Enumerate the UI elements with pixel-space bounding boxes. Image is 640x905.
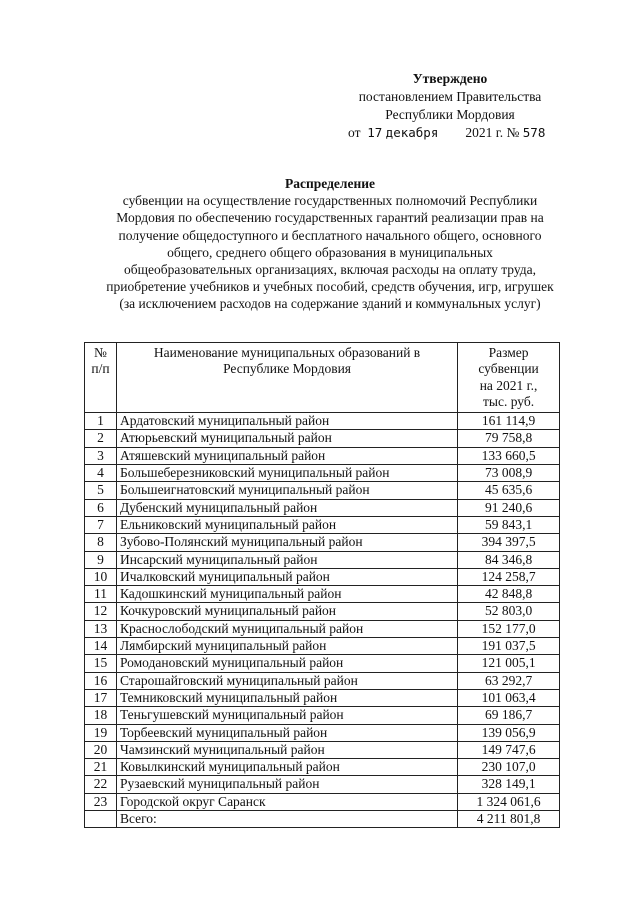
table-header-row <box>85 343 560 413</box>
header-name-line-1: Наименование муниципальных образований в <box>153 345 421 360</box>
approval-stamp <box>300 70 600 142</box>
approval-heading: Утверждено <box>412 71 488 86</box>
row-number: 19 <box>85 724 117 741</box>
table-row <box>85 793 560 810</box>
table-row <box>85 413 560 430</box>
date-prefix: от <box>348 125 361 140</box>
row-value: 124 258,7 <box>458 568 560 585</box>
row-number: 7 <box>85 516 117 533</box>
row-value: 101 063,4 <box>458 689 560 706</box>
decree-number: 578 <box>522 125 546 140</box>
header-value-line-4: тыс. руб. <box>483 393 535 409</box>
row-name: Атюрьевский муниципальный район <box>116 430 457 447</box>
row-number: 21 <box>85 759 117 776</box>
header-name <box>116 343 457 413</box>
row-number: 17 <box>85 689 117 706</box>
table-row <box>85 603 560 620</box>
table-row <box>85 707 560 724</box>
subvention-table <box>84 342 560 828</box>
table-row <box>85 776 560 793</box>
row-name: Лямбирский муниципальный район <box>116 638 457 655</box>
row-name: Кочкуровский муниципальный район <box>116 603 457 620</box>
approval-line-2: Республики Мордовия <box>385 107 515 122</box>
row-value: 79 758,8 <box>458 430 560 447</box>
table-row <box>85 465 560 482</box>
row-number: 9 <box>85 551 117 568</box>
row-value: 1 324 061,6 <box>458 793 560 810</box>
row-number: 3 <box>85 447 117 464</box>
row-value: 133 660,5 <box>458 447 560 464</box>
document-subtitle <box>80 192 580 312</box>
row-name: Темниковский муниципальный район <box>116 689 457 706</box>
row-value: 152 177,0 <box>458 620 560 637</box>
table-row <box>85 689 560 706</box>
row-number: 14 <box>85 638 117 655</box>
row-name: Большеигнатовский муниципальный район <box>116 482 457 499</box>
row-number: 15 <box>85 655 117 672</box>
row-name: Ардатовский муниципальный район <box>116 413 457 430</box>
row-name: Дубенский муниципальный район <box>116 499 457 516</box>
header-value <box>458 343 560 413</box>
row-number: 5 <box>85 482 117 499</box>
row-number: 23 <box>85 793 117 810</box>
row-value: 161 114,9 <box>458 413 560 430</box>
table-row <box>85 655 560 672</box>
row-name: Ромодановский муниципальный район <box>116 655 457 672</box>
table-row <box>85 482 560 499</box>
table-row <box>85 551 560 568</box>
row-value: 59 843,1 <box>458 516 560 533</box>
header-number <box>85 343 117 413</box>
row-number: 6 <box>85 499 117 516</box>
date-day: 17 <box>367 125 383 140</box>
row-number: 18 <box>85 707 117 724</box>
row-value: 69 186,7 <box>458 707 560 724</box>
row-number: 1 <box>85 413 117 430</box>
table-row <box>85 586 560 603</box>
row-value: 52 803,0 <box>458 603 560 620</box>
row-name: Теньгушевский муниципальный район <box>116 707 457 724</box>
row-value: 149 747,6 <box>458 741 560 758</box>
table-row <box>85 499 560 516</box>
approval-date-line <box>348 124 600 142</box>
row-name: Краснослободский муниципальный район <box>116 620 457 637</box>
approval-line-1: постановлением Правительства <box>358 89 542 104</box>
row-value: 230 107,0 <box>458 759 560 776</box>
header-number-sign: № <box>94 345 107 360</box>
table-row <box>85 638 560 655</box>
row-value: 394 397,5 <box>458 534 560 551</box>
row-name: Инсарский муниципальный район <box>116 551 457 568</box>
table-row <box>85 568 560 585</box>
subtitle-line: субвенции на осуществление государственных полномочий Республики <box>122 193 538 209</box>
row-value: 328 149,1 <box>458 776 560 793</box>
row-name: Чамзинский муниципальный район <box>116 741 457 758</box>
row-name: Городской округ Саранск <box>116 793 457 810</box>
header-number-abbr: п/п <box>91 361 110 377</box>
row-name: Ельниковский муниципальный район <box>116 516 457 533</box>
row-name: Кадошкинский муниципальный район <box>116 586 457 603</box>
row-value: 139 056,9 <box>458 724 560 741</box>
header-name-line-2: Республике Мордовия <box>223 361 352 377</box>
row-name: Рузаевский муниципальный район <box>116 776 457 793</box>
row-number: 11 <box>85 586 117 603</box>
table-row <box>85 759 560 776</box>
date-month: декабря <box>385 125 439 140</box>
row-name: Ковылкинский муниципальный район <box>116 759 457 776</box>
subtitle-line: общеобразовательных организациях, включая расходы на оплату труда, <box>123 262 536 278</box>
row-name: Старошайговский муниципальный район <box>116 672 457 689</box>
row-name: Торбеевский муниципальный район <box>116 724 457 741</box>
row-number: 22 <box>85 776 117 793</box>
row-number: 16 <box>85 672 117 689</box>
header-value-line-2: субвенции <box>478 361 539 377</box>
header-value-line-1: Размер <box>488 345 529 360</box>
table-row <box>85 534 560 551</box>
total-empty-cell <box>85 811 117 828</box>
row-number: 10 <box>85 568 117 585</box>
table-row <box>85 516 560 533</box>
subtitle-line: приобретение учебников и учебных пособий, средств обучения, игр, игрушек <box>106 279 554 295</box>
row-value: 191 037,5 <box>458 638 560 655</box>
document-title: Распределение <box>284 176 376 191</box>
row-value: 63 292,7 <box>458 672 560 689</box>
row-number: 4 <box>85 465 117 482</box>
total-label: Всего: <box>116 811 457 828</box>
total-value: 4 211 801,8 <box>458 811 560 828</box>
row-name: Атяшевский муниципальный район <box>116 447 457 464</box>
header-value-line-3: на 2021 г., <box>479 377 538 393</box>
total-row <box>85 811 560 828</box>
row-value: 42 848,8 <box>458 586 560 603</box>
subtitle-line: (за исключением расходов на содержание зданий и коммунальных услуг) <box>119 296 541 312</box>
table-row <box>85 430 560 447</box>
row-name: Зубово-Полянский муниципальный район <box>116 534 457 551</box>
subtitle-line: Мордовия по обеспечению государственных гарантий реализации прав на <box>116 210 544 226</box>
table-row <box>85 620 560 637</box>
row-name: Ичалковский муниципальный район <box>116 568 457 585</box>
table-row <box>85 741 560 758</box>
date-year: 2021 г. № <box>465 125 520 140</box>
subtitle-line: общего, среднего общего образования в муниципальных <box>167 244 493 260</box>
row-name: Большеберезниковский муниципальный район <box>116 465 457 482</box>
document-title-block <box>80 175 580 313</box>
row-value: 84 346,8 <box>458 551 560 568</box>
subtitle-line: получение общедоступного и бесплатного начального общего, основного <box>118 227 542 243</box>
row-value: 73 008,9 <box>458 465 560 482</box>
row-value: 121 005,1 <box>458 655 560 672</box>
row-number: 13 <box>85 620 117 637</box>
row-number: 12 <box>85 603 117 620</box>
row-value: 91 240,6 <box>458 499 560 516</box>
row-value: 45 635,6 <box>458 482 560 499</box>
table-row <box>85 724 560 741</box>
row-number: 8 <box>85 534 117 551</box>
table-body <box>85 413 560 811</box>
table-row <box>85 672 560 689</box>
row-number: 2 <box>85 430 117 447</box>
row-number: 20 <box>85 741 117 758</box>
table-row <box>85 447 560 464</box>
